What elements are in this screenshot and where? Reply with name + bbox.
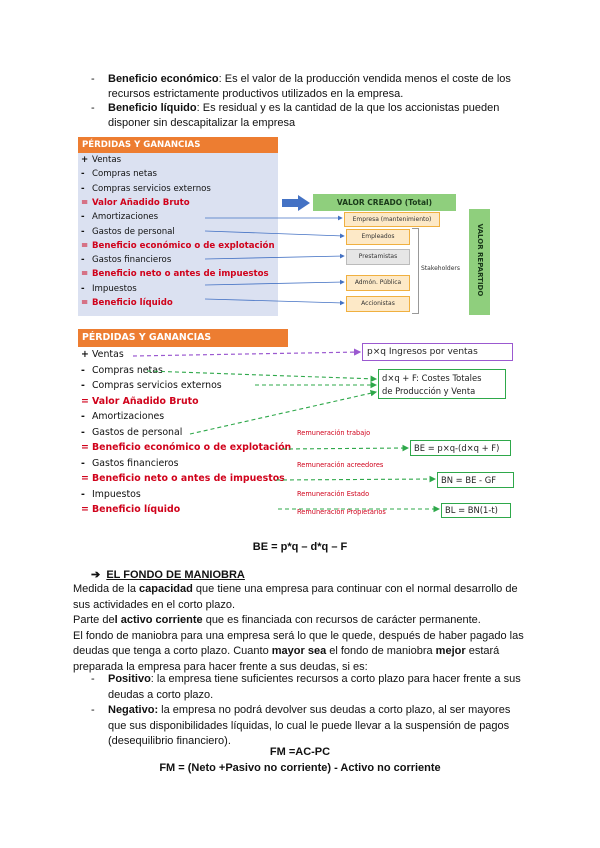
term-beneficio-economico: Beneficio económico xyxy=(108,73,219,85)
row-label: Gastos de personal xyxy=(92,426,183,438)
valor-creado-box: VALOR CREADO (Total) xyxy=(313,194,456,211)
row-label: Compras servicios externos xyxy=(92,183,211,194)
remun-propietarios: Remuneración Propietarios xyxy=(297,508,386,516)
p1-line2: sus actividades en el corto plazo. xyxy=(73,598,236,611)
pyg-title: PÉRDIDAS Y GANANCIAS xyxy=(78,329,288,347)
txt: el fondo de maniobra xyxy=(326,645,436,657)
row-symbol: - xyxy=(81,226,85,237)
remun-estado: Remuneración Estado xyxy=(297,490,370,498)
txt-bold: l activo corriente xyxy=(114,614,203,626)
row-symbol: = xyxy=(81,197,89,208)
bullet-negativo: - Negativo: la empresa no podrá devolver sus deudas a corto plazo, al ser mayores que sus disponibilidades líquidas, lo cual le puede llevar a la suspensión de pagos (desequilibrio financiero). xyxy=(91,704,511,747)
row-label: Beneficio económico o de explotación xyxy=(92,240,275,251)
txt: que es financiada con recursos de carácter permanente. xyxy=(202,614,481,626)
note-costes-line2: de Producción y Venta xyxy=(382,386,476,396)
txt: Parte de xyxy=(73,614,115,626)
bullet-beneficio-economico: - Beneficio económico: Es el valor de la producción vendida menos el coste de los recursos estrictamente productivos utilizados en la empresa. xyxy=(91,73,511,100)
pyg-title: PÉRDIDAS Y GANANCIAS xyxy=(78,137,278,153)
row-symbol: = xyxy=(81,395,89,407)
term-negativo: Negativo: xyxy=(108,704,159,716)
row-label: Gastos de personal xyxy=(92,226,175,237)
row-label: Valor Añadido Bruto xyxy=(92,395,199,407)
stakeholder-admon: Admón. Pública xyxy=(346,275,410,291)
row-symbol: - xyxy=(81,255,85,266)
fondo-paragraphs xyxy=(73,582,543,675)
txt: deudas que tenga a corto plazo. Cuanto xyxy=(73,645,272,657)
arrow-icon: ➔ xyxy=(91,569,101,581)
note-be: BE = p×q-(d×q + F) xyxy=(410,440,511,456)
remun-trabajo: Remuneración trabajo xyxy=(297,429,371,437)
note-costes-line1: d×q + F: Costes Totales xyxy=(382,373,482,383)
row-symbol: - xyxy=(81,283,85,294)
row-symbol: = xyxy=(81,298,89,308)
def-line: disponer sin descapitalizar la empresa xyxy=(108,117,296,129)
remun-acreedores: Remuneración acreedores xyxy=(297,461,384,469)
row-label: Beneficio líquido xyxy=(92,504,181,515)
row-label: Impuestos xyxy=(92,488,141,500)
def-line: recursos estrictamente productivos utilizados en la empresa. xyxy=(108,88,404,100)
formula-fm2: FM = (Neto +Pasivo no corriente) - Activo no corriente xyxy=(159,762,441,774)
def-line: : Es el valor de la producción vendida menos el coste de los xyxy=(218,73,511,85)
note-bn: BN = BE - GF xyxy=(437,472,514,488)
txt: Medida de la xyxy=(73,583,140,595)
row-symbol: - xyxy=(81,380,85,391)
stakeholder-prestamistas: Prestamistas xyxy=(346,249,410,265)
row-symbol: = xyxy=(81,442,89,453)
row-symbol: - xyxy=(81,169,85,180)
row-symbol: = xyxy=(81,504,89,515)
formula-fm1: FM =AC-PC xyxy=(269,746,331,758)
txt: que sus disponibilidades líquidas, lo cual le puede llevar a la suspensión de pagos xyxy=(108,719,510,732)
row-label: Compras servicios externos xyxy=(92,380,222,391)
p2 xyxy=(73,613,543,629)
note-bl: BL = BN(1-t) xyxy=(441,503,511,518)
row-symbol: - xyxy=(81,411,85,422)
p3-line3: preparada la empresa para hacer frente a sus deudas, si es: xyxy=(73,660,368,673)
row-symbol: + xyxy=(81,155,89,165)
term-positivo: Positivo xyxy=(108,673,151,685)
txt-bold: mejor xyxy=(435,645,466,657)
row-symbol: = xyxy=(81,240,89,251)
txt: la empresa no podrá devolver sus deudas a corto plazo, al ser mayores xyxy=(158,704,511,716)
valor-repartido-label: VALOR REPARTIDO xyxy=(476,223,484,297)
row-label: Gastos financieros xyxy=(92,255,172,266)
stakeholder-empleados: Empleados xyxy=(346,229,410,245)
stakeholder-empresa: Empresa (mantenimiento) xyxy=(344,212,440,227)
row-label: Beneficio económico o de explotación xyxy=(92,442,292,453)
txt: deudas a corto plazo. xyxy=(108,688,214,701)
row-symbol: + xyxy=(81,349,89,360)
txt: : la empresa tiene suficientes recursos a corto plazo para hacer frente a sus xyxy=(150,673,521,685)
row-label: Beneficio neto o antes de impuestos xyxy=(92,473,285,484)
row-label: Impuestos xyxy=(92,283,137,294)
formula-be: BE = p*q – d*q – F xyxy=(252,541,348,553)
row-symbol: - xyxy=(81,212,85,223)
p1-line1 xyxy=(73,582,543,598)
p3-line1: El fondo de maniobra para una empresa será lo que le quede, después de haber pagado las xyxy=(73,629,524,642)
txt-bold: mayor sea xyxy=(271,645,327,657)
row-label: Ventas xyxy=(92,155,122,165)
stakeholder-accionistas: Accionistas xyxy=(346,296,410,312)
p3-line2 xyxy=(73,644,543,660)
bullet-positivo: - Positivo: la empresa tiene suficientes recursos a corto plazo para hacer frente a sus deudas a corto plazo. xyxy=(91,673,521,701)
section-title: EL FONDO DE MANIOBRA xyxy=(106,569,245,581)
txt: que tiene una empresa para continuar con el normal desarrollo de xyxy=(192,583,518,595)
row-symbol: = xyxy=(81,269,89,280)
term-beneficio-liquido: Beneficio líquido xyxy=(108,102,197,114)
row-label: Beneficio líquido xyxy=(92,298,173,308)
row-label: Compras netas xyxy=(92,364,163,376)
txt: (desequilibrio financiero). xyxy=(108,735,231,747)
bullet-beneficio-liquido: - Beneficio líquido: Es residual y es la cantidad de la que los accionistas pueden disponer sin descapitalizar la empresa xyxy=(91,102,500,129)
row-symbol: - xyxy=(81,426,85,438)
row-label: Gastos financieros xyxy=(92,457,179,469)
row-label: Ventas xyxy=(92,349,124,360)
note-ingresos: p×q Ingresos por ventas xyxy=(362,343,513,361)
stakeholders-label: Stakeholders xyxy=(421,265,461,272)
row-label: Amortizaciones xyxy=(92,212,159,223)
row-label: Compras netas xyxy=(92,169,157,180)
row-symbol: - xyxy=(81,488,85,500)
txt-bold: capacidad xyxy=(139,583,193,595)
def-line: : Es residual y es la cantidad de la que los accionistas pueden xyxy=(196,102,500,114)
row-label: Valor Añadido Bruto xyxy=(92,197,190,208)
txt: estará xyxy=(465,645,500,657)
row-symbol: - xyxy=(81,183,85,194)
row-symbol: = xyxy=(81,473,89,484)
row-label: Beneficio neto o antes de impuestos xyxy=(92,269,269,280)
row-label: Amortizaciones xyxy=(92,411,165,422)
row-symbol: - xyxy=(81,457,85,469)
row-symbol: - xyxy=(81,364,85,376)
